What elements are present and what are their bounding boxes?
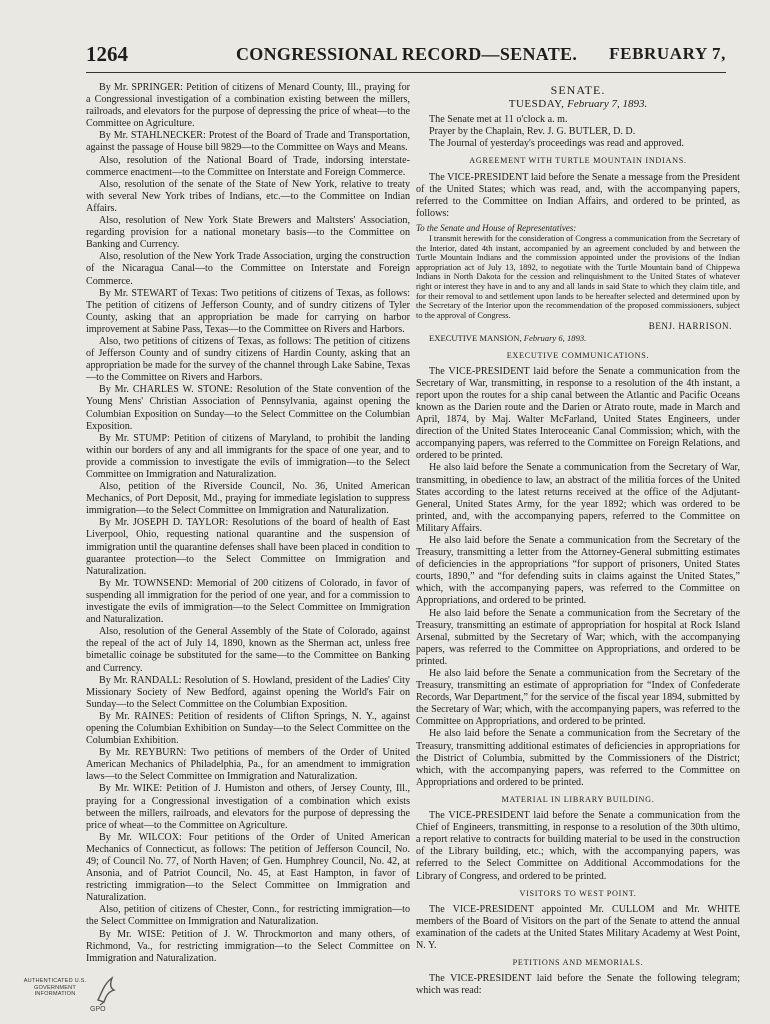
heading-executive-communications: EXECUTIVE COMMUNICATIONS. [506, 350, 650, 360]
petition-paragraph: By Mr. SPRINGER: Petition of citizens of Menard County, Ill., praying for a Congressional investigation of a combination existing between the millers, railroads, and elevators for the purpose of depressing the price of wheat—to the Committee on Agriculture. [86, 82, 410, 130]
petition-paragraph: Also, two petitions of citizens of Texas, as follows: The petition of citizens of Jefferson County and of sundry citizens of Hardin County, asking that an appropriation be made for the survey of the channel through Lake Sabine, Texas—to the Committee on Rivers and Harbors. [86, 335, 410, 384]
mansion-label: EXECUTIVE MANSION, [429, 333, 522, 344]
executive-communication-paragraph: He also laid before the Senate a communication from the Secretary of the Treasury, transmitting additional estimates of deficiencies in appropriations for the District of Columbia, submitted by the Commissioners of the District; which, with the accompanying papers, was referred to the Committee on Appropriations and ordered to be printed. [416, 728, 740, 788]
petition-paragraph: Also, resolution of the General Assembly of the State of Colorado, against the repeal of the act of July 14, 1890, known as the Sherman act, unless free bimetallic coinage be substituted for the same—to the Committee on Banking and Currency. [86, 626, 410, 674]
gpo-label: GPO [90, 1006, 106, 1013]
petition-paragraph: By Mr. JOSEPH D. TAYLOR: Resolutions of the board of health of East Liverpool, Ohio, requesting national quarantine and the suspension of immigration until the quarantine defenses shall have been placed in condition to guarantee protection—to the Select Committee on Immigration and Naturalization. [86, 517, 410, 577]
heading-visitors-west-point: VISITORS TO WEST POINT. [519, 888, 637, 898]
executive-communication-paragraph: He also laid before the Senate a communication from the Secretary of the Treasury, transmitting an estimate of appropriation for “Index of Confederate Records, War Department,” for the service of the fiscal year 1894, submitted by the Secretary of War; which, with the accompanying papers, was referred to the Committee on Appropriations, and ordered to be printed. [416, 668, 740, 728]
petition-paragraph: By Mr. RANDALL: Resolution of S. Howland, president of the Ladies' City Missionary Society of New Bedford, against opening the World's Fair on Sunday—to the Select Committee on the Columbian Exposition. [86, 674, 410, 710]
opening-paragraphs [416, 114, 740, 150]
opening-paragraph: The Senate met at 11 o'clock a. m. [429, 114, 568, 126]
petition-paragraph: By Mr. STUMP: Petition of citizens of Maryland, to prohibit the landing within our borders of any and all immigrants for the space of one year, and to provide a commission to investigate the evils of immigration—to the Select Committee on Immigration and Naturalization. [86, 432, 410, 480]
petition-paragraph: By Mr. STAHLNECKER: Protest of the Board of Trade and Transportation, against the passage of House bill 9829—to the Committee on Ways and Means. [86, 130, 410, 154]
petition-paragraph: By Mr. TOWNSEND: Memorial of 200 citizens of Colorado, in favor of suspending all immigration for the period of one year, and for a commission to investigate the evils of immigration—to the Select Committee on Immigration and Naturalization. [86, 577, 410, 626]
executive-communication-paragraph: He also laid before the Senate a communication from the Secretary of War, transmitting, in obedience to law, an abstract of the militia forces of the United States according to the latest returns received at the office of the Adjutant-General, United States Army, for the year 1892; which was ordered to be printed, and, with the accompanying papers, referred to the Committee on Military Affairs. [416, 462, 740, 534]
page-header [86, 42, 726, 76]
petition-paragraph: By Mr. REYBURN: Two petitions of members of the Order of United American Mechanics of Philadelphia, Pa., for an amendment to immigration laws—to the Select Committee on Immigration and Naturalization. [86, 747, 410, 783]
eagle-logo-icon [94, 974, 120, 1006]
executive-communication-paragraph: He also laid before the Senate a communication from the Secretary of the Treasury, transmitting an estimate of appropriation for hospital at Rock Island Arsenal, submitted by the Secretary of War; which, with the accompanying papers, was referred to the Committee on Appropriations, and ordered to be printed. [416, 607, 740, 667]
executive-communication-paragraph: The VICE-PRESIDENT laid before the Senate a communication from the Secretary of War, transmitting, in response to a resolution of the 4th instant, a report upon the routes for a ship canal between the Atlantic and Pacific Oceans known as the Darien route and the Darien or Atrato route, made in March and April, 1874, by Maj. Walter McFarland, United States Engineers, under direction of the United States Interoceanic Canal Commission; which, with the accompanying papers, was referred to the Committee on Foreign Relations, and ordered to be printed. [416, 365, 740, 462]
petition-paragraph: By Mr. WISE: Petition of J. W. Throckmorton and many others, of Richmond, Va., for restricting immigration—to the Select Committee on Immigration and Naturalization. [86, 928, 410, 964]
header-date: FEBRUARY 7, [609, 44, 726, 63]
petition-paragraph: By Mr. STEWART of Texas: Two petitions of citizens of Texas, as follows: The petition of citizens of Jefferson County, and of sundry citizens of Tyler County, asking that an appropriation be made for carrying on harbor improvement at Sabine Pass, Texas—to the Committee on Rivers and Harbors. [86, 287, 410, 335]
to-senate-salutation: To the Senate and House of Representatives: [416, 222, 577, 233]
senate-section-title: SENATE. [550, 83, 606, 97]
petition-paragraph: Also, petition of the Riverside Council, No. 36, United American Mechanics, of Port Deposit, Md., praying for immediate legislation to suppress immigration—to the Select Committee on Immigration and Naturalization. [86, 481, 410, 517]
library-paragraph: The VICE-PRESIDENT laid before the Senate a communication from the Chief of Engineers, transmitting, in response to a resolution of the 30th ultimo, a report relative to contracts for building material to be used in the construction of the Library building, etc.; which, with the accompanying papers, was referred to the Select Committee on Additional Accommodations for the Library of Congress, and ordered to be printed. [416, 810, 740, 882]
page-number: 1264 [86, 42, 128, 66]
session-day: TUESDAY, [508, 98, 565, 111]
heading-turtle-mountain: AGREEMENT WITH TURTLE MOUNTAIN INDIANS. [469, 156, 687, 166]
turtle-paragraph: The VICE-PRESIDENT laid before the Senate a message from the President of the United States; which was read, and, with the accompanying papers, referred to the Committee on Indian Affairs, and ordered to be printed, as follows: [416, 171, 740, 219]
left-column [86, 82, 410, 970]
visitors-paragraph: The VICE-PRESIDENT appointed Mr. CULLOM and Mr. WHITE members of the Board of Visitors on the part of the Senate to attend the annual examination of the cadets at the United States Military Academy at West Point, N. Y. [416, 903, 740, 951]
heading-library-material: MATERIAL IN LIBRARY BUILDING. [501, 794, 655, 804]
petition-paragraph: By Mr. CHARLES W. STONE: Resolution of the State convention of the Young Mens' Christian Association of Pennsylvania, against opening the Columbian Exposition on Sunday—to the Select Committee on the Columbian Exposition. [86, 384, 410, 432]
opening-paragraph: The Journal of yesterday's proceedings was read and approved. [429, 138, 684, 150]
session-date [416, 98, 740, 110]
header-rule [86, 72, 726, 73]
presidential-message: I transmit herewith for the consideration of Congress a communication from the Secretary of the Interior, dated 4th instant, accompanied by an agreement concluded by and between the Turtle Mountain Indians and the commission appointed under the provisions of the Indian appropriation act of July 13, 1892, to negotiate with the Turtle Mountain band of Chippewa Indians in North Dakota for the cession and relinquishment to the United States of whatever right or interest they have in and to any and all lands in said State to which they claim title, and for their removal to and settlement upon lands to be hereafter selected and determined upon by the Secretary of the Interior upon the recommendation of the proposed commissioners, subject to the approval of Congress. [416, 234, 740, 320]
executive-communication-paragraph: He also laid before the Senate a communication from the Secretary of the Treasury, transmitting a letter from the Attorney-General submitting estimates of deficiencies in the appropriations “for support of prisoners, United States courts, 1890,” and “for defending suits in claims against the United States,” which, with the accompanying papers, was referred to the Committee on Appropriations, and ordered to be printed. [416, 534, 740, 607]
executive-mansion-line [416, 332, 740, 344]
petition-paragraph: By Mr. RAINES: Petition of residents of Clifton Springs, N. Y., against opening the Columbian Exhibition on Sunday—to the Select Committee on the Columbian Exhibition. [86, 710, 410, 747]
petitions-paragraph: The VICE-PRESIDENT laid before the Senate the following telegram; which was read: [416, 973, 740, 997]
opening-paragraph: Prayer by the Chaplain, Rev. J. G. BUTLER, D. D. [429, 126, 636, 138]
petition-paragraph: Also, petition of citizens of Chester, Conn., for restricting immigration—to the Select Committee on Immigration and Naturalization. [86, 904, 410, 928]
petition-paragraph: Also, resolution of the senate of the State of New York, relative to treaty with several New York tribes of Indians, etc.—to the Committee on Indian Affairs. [86, 178, 410, 214]
petition-paragraph: Also, resolution of the National Board of Trade, indorsing interstate-commerce enactment—to the Committee on Interstate and Foreign Commerce. [86, 154, 410, 178]
mansion-date: February 6, 1893. [523, 333, 587, 344]
petition-paragraph: By Mr. WIKE: Petition of J. Humiston and others, of Jersey County, Ill., praying for a Congressional investigation of a combination which exists between the millers, railroads, and elevators for the purpose of depressing the price of wheat—to the Committee on Agriculture. [86, 783, 410, 831]
gpo-seal-text: AUTHENTICATED U.S. GOVERNMENT INFORMATION [23, 978, 87, 998]
petition-paragraph: By Mr. WILCOX: Four petitions of the Order of United American Mechanics of Connecticut, as follows: The petition of Jefferson Council, No. 49; of Council No. 77, of North Haven; of Gen. Humphrey Council, No. 42, at Ansonia, and of Patriot Council, No. 45, at East Hampton, in favor of restricting immigration—to the Select Committee on Immigration and Naturalization. [86, 831, 410, 904]
session-date-text: February 7, 1893. [567, 98, 648, 111]
gpo-authentication-seal [14, 972, 126, 1020]
running-title: CONGRESSIONAL RECORD—SENATE. [236, 44, 578, 64]
heading-petitions-memorials: PETITIONS AND MEMORIALS. [512, 958, 644, 968]
petition-paragraph: Also, resolution of the New York Trade Association, urging the construction of the Nicaragua Canal—to the Committee on Interstate and Foreign Commerce. [86, 251, 410, 287]
signature: BENJ. HARRISON. [648, 321, 732, 332]
petition-paragraph: Also, resolution of New York State Brewers and Maltsters' Association, regarding provision for a national monetary basis—to the Committee on Banking and Currency. [86, 215, 410, 251]
right-column [416, 82, 740, 997]
executive-paragraphs [416, 366, 740, 789]
